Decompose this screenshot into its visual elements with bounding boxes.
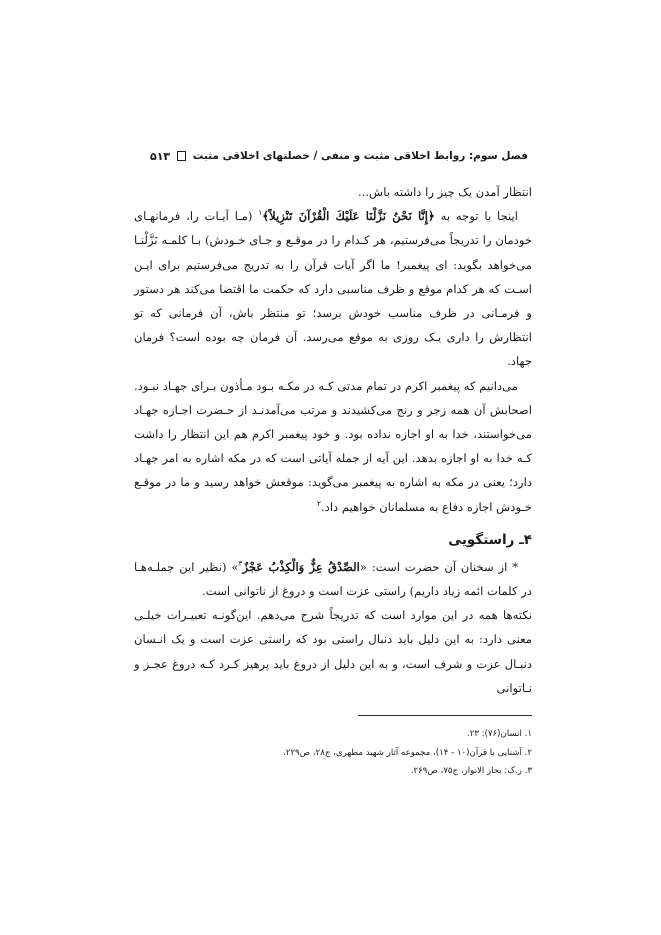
- paragraph-4-rest: » (نظیر این جملـه‌هـا در کلمات ائمه زیاد داریم) راستی عزت است و دروغ از ناتوانی است.: [134, 559, 532, 599]
- paragraph-2-rest: (مـا آیـات را، فرمانهـای خودمان را تدریجاً می‌فرستیم، هر کـدام را در موقـع و جـای خـودش) بـا کلمـه نَزَّلْنـا می‌خواهد بگوید: ای پیغمبر! ما اگر آیات قرآن را به تدریج می‌فرستیم برای ایـن اسـت که هر کدام موقع و ظرف مناسبی دارد که حکمت ما اقتضا می‌کند هر دستور و فرمـانی در ظرف مناسب خودش برسد؛ تو منتظر باش، آن فرمانی که تو انتظارش را داری یـک روزی به موقع می‌رسد. آن فرمان چه بوده است؟ فرمان جهاد.: [134, 209, 532, 369]
- square-icon: [177, 151, 186, 161]
- footnote-1: ۱. انسان(۷۶): ۲۳.: [466, 729, 532, 739]
- paragraph-5: نکته‌ها همه در این موارد است که تدریجاً شرح می‌دهم. این‌گونـه تعبیـرات خیلـی معنی دارد: به این دلیل باید دنبال راستی بود که راستی عزت است و یک انـسان دنبـال عزت و شرف است، و به این دلیل از دروغ باید پرهیز کـرد کـه دروغ عجـز و نـاتوانی: [134, 608, 532, 695]
- paragraph-4: [134, 555, 532, 603]
- paragraph-3: [134, 374, 532, 519]
- page-number: ۵۱۳: [150, 149, 171, 163]
- paragraph-3-text: می‌دانیم که پیغمبر اکرم در تمام مدتی کـه در مکـه بـود مـأذون بـرای جهـاد نبـود. اصحابش آن همه زجر و رنج می‌کشیدند و مرتب می‌آمدنـد از حـضرت اجـازه جهـاد می‌خواستند، خدا به او اجازه نداده بود. و خود پیغمبر اکرم هم این انتظار را داشت کـه خدا به او اجازه بدهد. این آیه از جمله آیاتی است که در مکه اشاره به امر جهـاد دارد؛ یعنی در مکه به اشاره به پیغمبر می‌گوید: موقعش خواهد رسید و ما در موقـع خـودش اجازه دفاع به مسلمانان خواهیم داد.: [134, 378, 532, 514]
- footnote-divider: [358, 715, 532, 716]
- footnote-ref-1[interactable]: ۱: [258, 208, 263, 218]
- hadith-quote: الصِّدْقُ عِزٌّ وَالْكِذْبُ عَجْزٌ: [242, 559, 360, 574]
- running-title: فصل سوم: روابط اخلاقی مثبت و منفی / خصلتهای اخلاقی مثبت: [192, 150, 528, 162]
- footnote-2: ۲. آشنایی با قرآن(۱۰ - ۱۴)، مجموعه آثار شهید مطهری، ج۲۸، ص۲۲۹.: [283, 747, 532, 758]
- section-heading: ۴ـ راستگویی: [448, 531, 532, 548]
- paragraph-2: [134, 204, 532, 373]
- footnotes: [134, 725, 532, 781]
- paragraph-4-intro: * از سخنان آن حضرت است: «: [359, 559, 518, 574]
- paragraph-1: انتظار آمدن یک چیز را داشته باش...: [358, 185, 532, 199]
- quran-verse: ﴿إِنَّا نَحْنُ نَزَّلْنَا عَلَيْكَ الْقُرْآنَ تَنْزِيلاً﴾: [262, 209, 435, 224]
- footnote-ref-2[interactable]: ۲: [316, 498, 321, 508]
- paragraph-2-intro: اینجا با توجه به: [434, 209, 518, 224]
- body-text: [134, 180, 532, 700]
- footnote-ref-3[interactable]: ۳: [238, 558, 243, 568]
- running-header: [150, 148, 528, 164]
- footnote-3: ۳. ر.ک: بحار الانوار، ج۷۵، ص۲۶۹.: [410, 766, 532, 776]
